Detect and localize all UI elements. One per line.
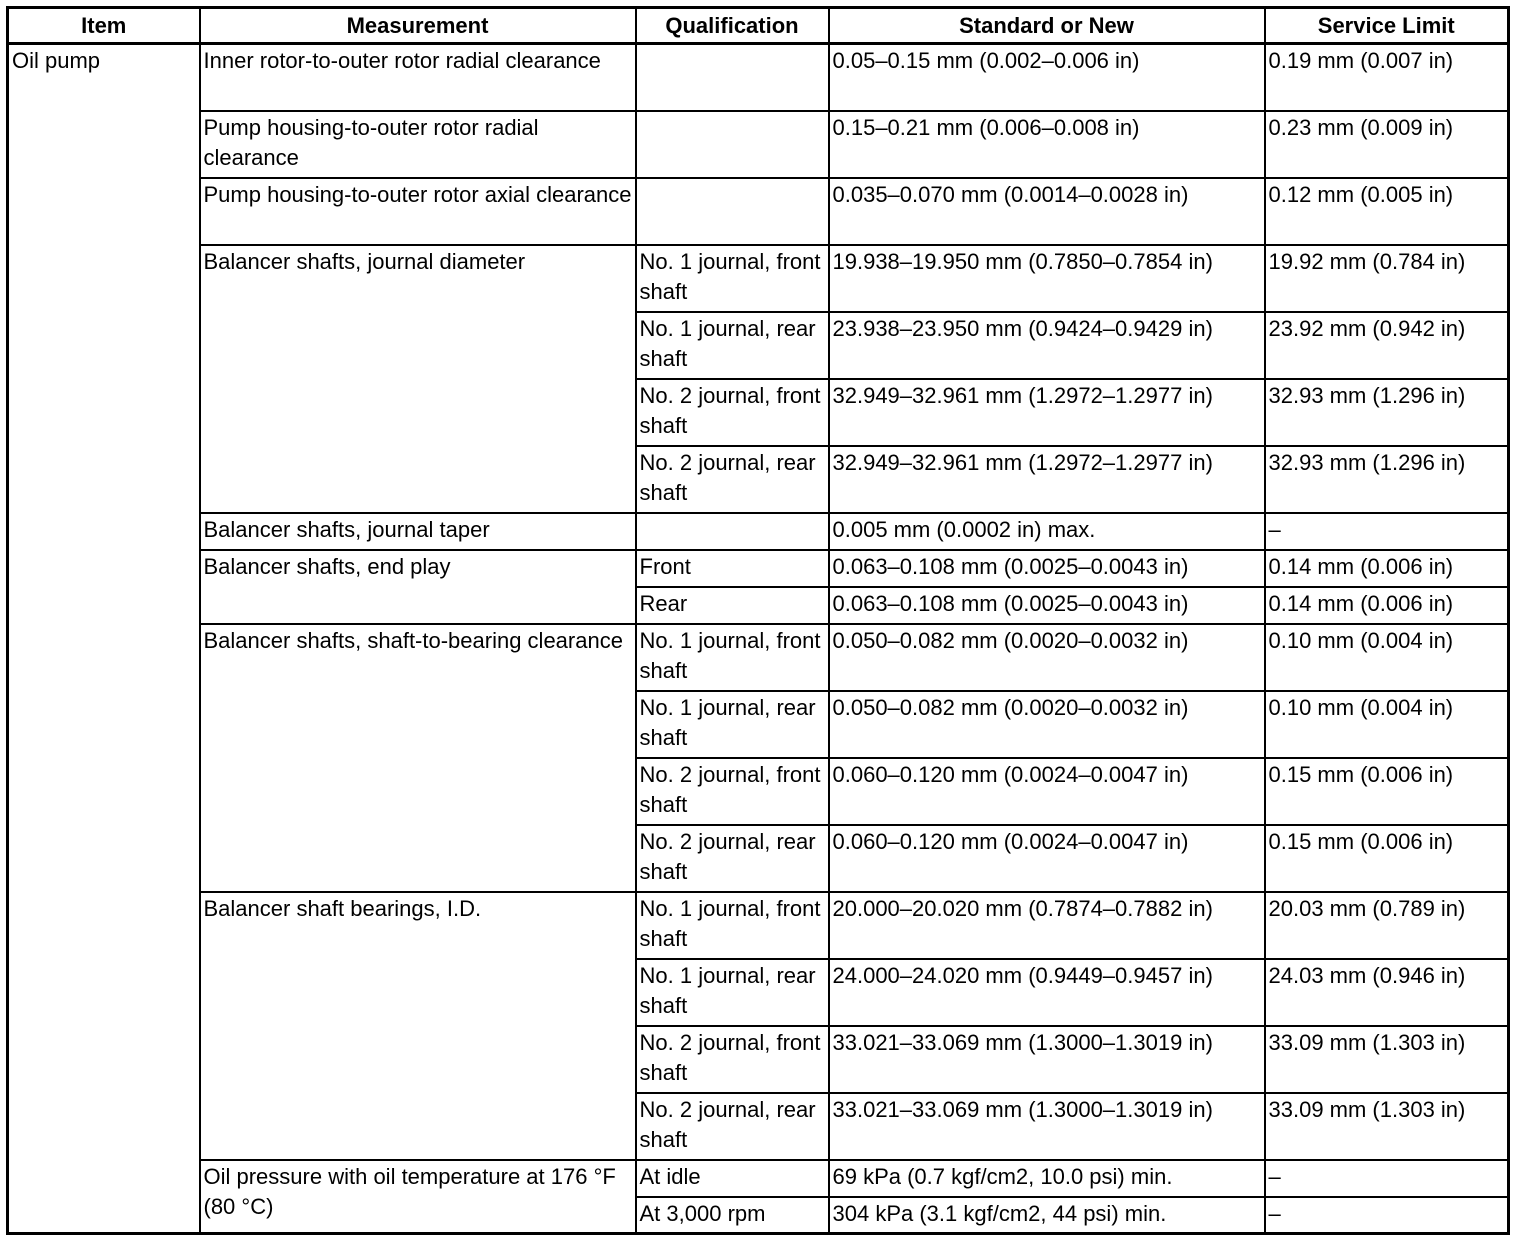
qualification-cell	[636, 111, 829, 178]
qualification-cell: At 3,000 rpm	[636, 1197, 829, 1234]
standard-cell: 0.005 mm (0.0002 in) max.	[829, 513, 1265, 550]
standard-cell: 0.060–0.120 mm (0.0024–0.0047 in)	[829, 825, 1265, 892]
standard-cell: 0.063–0.108 mm (0.0025–0.0043 in)	[829, 587, 1265, 624]
qualification-cell: No. 2 journal, front shaft	[636, 1026, 829, 1093]
standard-cell: 32.949–32.961 mm (1.2972–1.2977 in)	[829, 446, 1265, 513]
measurement-cell: Balancer shaft bearings, I.D.	[200, 892, 636, 1160]
limit-cell: 20.03 mm (0.789 in)	[1265, 892, 1509, 959]
qualification-cell: No. 1 journal, front shaft	[636, 892, 829, 959]
limit-cell: 0.19 mm (0.007 in)	[1265, 44, 1509, 111]
standard-cell: 0.060–0.120 mm (0.0024–0.0047 in)	[829, 758, 1265, 825]
limit-cell: 24.03 mm (0.946 in)	[1265, 959, 1509, 1026]
standard-cell: 0.15–0.21 mm (0.006–0.008 in)	[829, 111, 1265, 178]
qualification-cell: No. 2 journal, front shaft	[636, 379, 829, 446]
measurement-cell: Inner rotor-to-outer rotor radial clearance	[200, 44, 636, 111]
limit-cell: 32.93 mm (1.296 in)	[1265, 379, 1509, 446]
limit-cell: 0.23 mm (0.009 in)	[1265, 111, 1509, 178]
table-row	[8, 178, 1509, 245]
qualification-cell: No. 1 journal, front shaft	[636, 624, 829, 691]
measurement-cell: Balancer shafts, journal diameter	[200, 245, 636, 513]
limit-cell: 0.15 mm (0.006 in)	[1265, 825, 1509, 892]
limit-cell: 0.15 mm (0.006 in)	[1265, 758, 1509, 825]
qualification-cell: No. 2 journal, rear shaft	[636, 825, 829, 892]
qualification-cell: No. 2 journal, rear shaft	[636, 446, 829, 513]
limit-cell: 33.09 mm (1.303 in)	[1265, 1026, 1509, 1093]
table-row	[8, 550, 1509, 587]
standard-cell: 19.938–19.950 mm (0.7850–0.7854 in)	[829, 245, 1265, 312]
table-row	[8, 624, 1509, 691]
table-row	[8, 245, 1509, 312]
qualification-cell: No. 1 journal, front shaft	[636, 245, 829, 312]
qualification-cell: At idle	[636, 1160, 829, 1197]
table-row	[8, 513, 1509, 550]
qualification-cell: Rear	[636, 587, 829, 624]
measurement-cell: Balancer shafts, shaft-to-bearing clearance	[200, 624, 636, 892]
qualification-cell: No. 2 journal, rear shaft	[636, 1093, 829, 1160]
limit-cell: –	[1265, 1160, 1509, 1197]
qualification-cell	[636, 178, 829, 245]
limit-cell: 32.93 mm (1.296 in)	[1265, 446, 1509, 513]
limit-cell: –	[1265, 513, 1509, 550]
measurement-cell: Oil pressure with oil temperature at 176 °F (80 °C)	[200, 1160, 636, 1234]
standard-cell: 0.035–0.070 mm (0.0014–0.0028 in)	[829, 178, 1265, 245]
limit-cell: 33.09 mm (1.303 in)	[1265, 1093, 1509, 1160]
table-row	[8, 44, 1509, 111]
standard-cell: 33.021–33.069 mm (1.3000–1.3019 in)	[829, 1026, 1265, 1093]
limit-cell: 0.12 mm (0.005 in)	[1265, 178, 1509, 245]
qualification-cell	[636, 44, 829, 111]
standard-cell: 0.063–0.108 mm (0.0025–0.0043 in)	[829, 550, 1265, 587]
table-row	[8, 892, 1509, 959]
qualification-cell: No. 1 journal, rear shaft	[636, 691, 829, 758]
measurement-cell: Pump housing-to-outer rotor axial clearance	[200, 178, 636, 245]
header-service-limit: Service Limit	[1265, 8, 1509, 44]
qualification-cell: No. 1 journal, rear shaft	[636, 959, 829, 1026]
measurement-cell: Balancer shafts, journal taper	[200, 513, 636, 550]
table-row	[8, 1160, 1509, 1197]
measurement-cell: Pump housing-to-outer rotor radial clearance	[200, 111, 636, 178]
standard-cell: 20.000–20.020 mm (0.7874–0.7882 in)	[829, 892, 1265, 959]
qualification-cell	[636, 513, 829, 550]
header-qualification: Qualification	[636, 8, 829, 44]
standard-cell: 24.000–24.020 mm (0.9449–0.9457 in)	[829, 959, 1265, 1026]
item-cell: Oil pump	[8, 44, 200, 1234]
standard-cell: 0.05–0.15 mm (0.002–0.006 in)	[829, 44, 1265, 111]
limit-cell: 23.92 mm (0.942 in)	[1265, 312, 1509, 379]
standard-cell: 304 kPa (3.1 kgf/cm2, 44 psi) min.	[829, 1197, 1265, 1234]
qualification-cell: No. 1 journal, rear shaft	[636, 312, 829, 379]
limit-cell: 19.92 mm (0.784 in)	[1265, 245, 1509, 312]
qualification-cell: Front	[636, 550, 829, 587]
limit-cell: 0.10 mm (0.004 in)	[1265, 624, 1509, 691]
measurement-cell: Balancer shafts, end play	[200, 550, 636, 624]
standard-cell: 0.050–0.082 mm (0.0020–0.0032 in)	[829, 624, 1265, 691]
standard-cell: 69 kPa (0.7 kgf/cm2, 10.0 psi) min.	[829, 1160, 1265, 1197]
table-row	[8, 111, 1509, 178]
header-row	[8, 8, 1509, 44]
spec-table	[6, 6, 1510, 1235]
standard-cell: 23.938–23.950 mm (0.9424–0.9429 in)	[829, 312, 1265, 379]
limit-cell: 0.10 mm (0.004 in)	[1265, 691, 1509, 758]
header-measurement: Measurement	[200, 8, 636, 44]
header-item: Item	[8, 8, 200, 44]
header-standard: Standard or New	[829, 8, 1265, 44]
qualification-cell: No. 2 journal, front shaft	[636, 758, 829, 825]
limit-cell: 0.14 mm (0.006 in)	[1265, 587, 1509, 624]
standard-cell: 33.021–33.069 mm (1.3000–1.3019 in)	[829, 1093, 1265, 1160]
standard-cell: 32.949–32.961 mm (1.2972–1.2977 in)	[829, 379, 1265, 446]
limit-cell: 0.14 mm (0.006 in)	[1265, 550, 1509, 587]
limit-cell: –	[1265, 1197, 1509, 1234]
standard-cell: 0.050–0.082 mm (0.0020–0.0032 in)	[829, 691, 1265, 758]
